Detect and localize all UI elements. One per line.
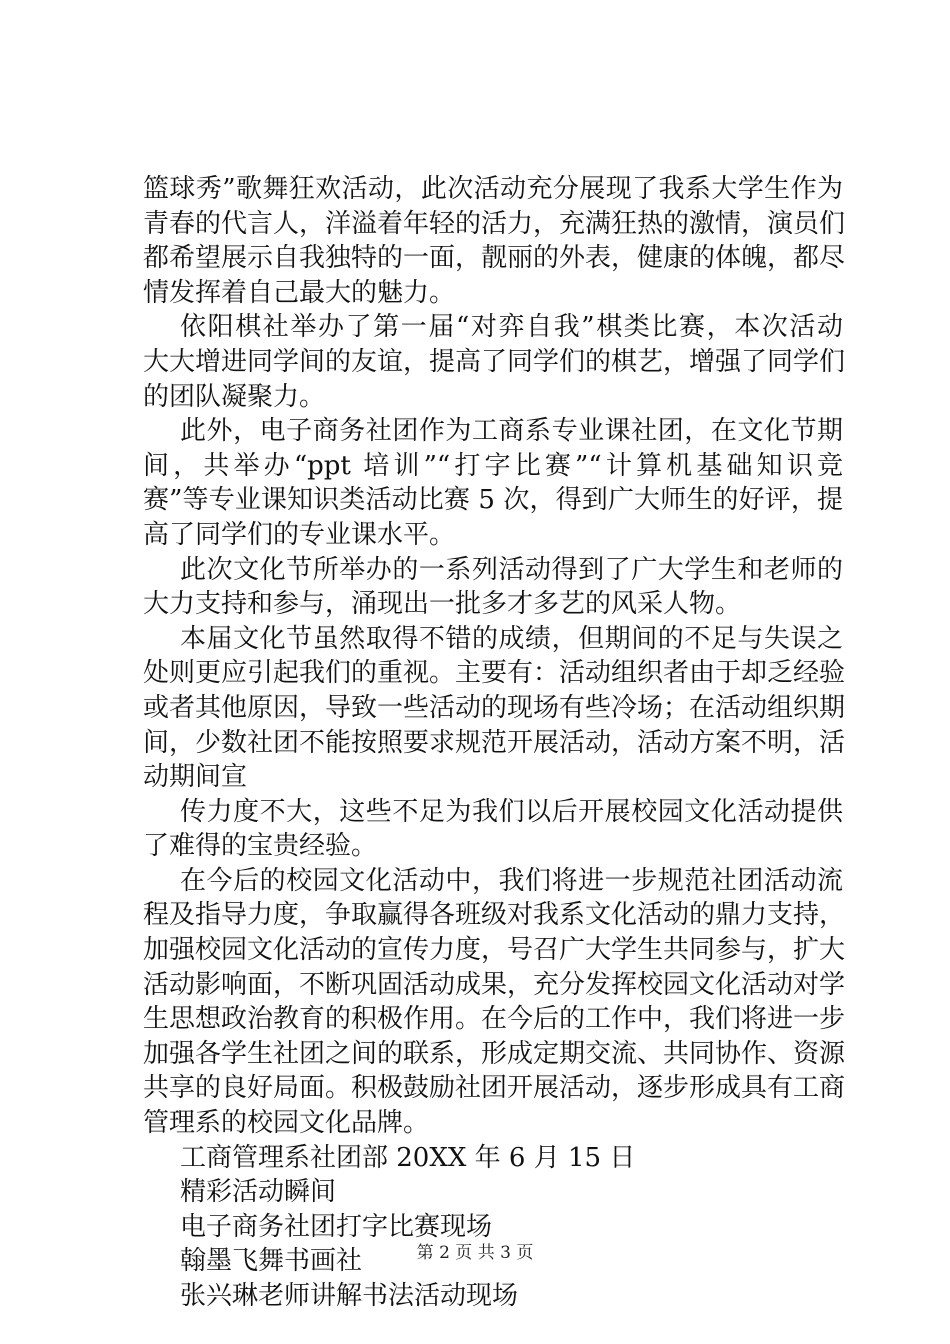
text-line: 了难得的宝贵经验。	[143, 831, 378, 862]
text-line: 在今后的校园文化活动中，我们将进一步规范社团活动流	[180, 865, 843, 896]
text-line: 间，少数社团不能按照要求规范开展活动，活动方案不明，活	[143, 727, 846, 758]
text-line: 的团队凝聚力。	[143, 381, 326, 412]
text-line: 大力支持和参与，涌现出一批多才多艺的风采人物。	[143, 589, 742, 620]
text-line: 青春的代言人，洋溢着年轻的活力，充满狂热的激情，演员们	[143, 208, 846, 239]
text-line: 程及指导力度，争取赢得各班级对我系文化活动的鼎力支持，	[143, 900, 846, 931]
text-line: 或者其他原因，导致一些活动的现场有些冷场；在活动组织期	[143, 692, 846, 723]
text-line: 此外，电子商务社团作为工商系专业课社团，在文化节期	[180, 416, 843, 447]
text-line: 情发挥着自己最大的魅力。	[143, 277, 456, 308]
text-line: 处则更应引起我们的重视。主要有：活动组织者由于却乏经验	[143, 658, 846, 689]
text-line: 电子商务社团打字比赛现场	[180, 1211, 493, 1242]
text-line: 精彩活动瞬间	[180, 1177, 337, 1208]
text-line: 间，共举办“ppt 培训”“打字比赛”“计算机基础知识竞	[143, 450, 843, 481]
text-line: 都希望展示自我独特的一面，靓丽的外表，健康的体魄，都尽	[143, 243, 846, 274]
text-line: 活动影响面，不断巩固活动成果，充分发挥校园文化活动对学	[143, 969, 846, 1000]
text-line: 管理系的校园文化品牌。	[143, 1108, 430, 1139]
text-line: 加强校园文化活动的宣传力度，号召广大学生共同参与，扩大	[143, 935, 846, 966]
text-line: 依阳棋社举办了第一届“对弈自我”棋类比赛，本次活动	[180, 312, 843, 343]
text-line: 大大增进同学间的友谊，提高了同学们的棋艺，增强了同学们	[143, 346, 846, 377]
text-line: 共享的良好局面。积极鼓励社团开展活动，逐步形成具有工商	[143, 1073, 846, 1104]
text-line: 动期间宣	[143, 762, 248, 793]
text-line: 本届文化节虽然取得不错的成绩，但期间的不足与失误之	[180, 623, 843, 654]
document-body	[143, 172, 846, 1314]
page-footer: 第 2 页 共 3 页	[416, 1243, 534, 1263]
text-line: 加强各学生社团之间的联系，形成定期交流、共同协作、资源	[143, 1038, 846, 1069]
text-line: 传力度不大，这些不足为我们以后开展校园文化活动提供	[180, 796, 843, 827]
text-line: 高了同学们的专业课水平。	[143, 519, 456, 550]
text-line: 篮球秀”歌舞狂欢活动，此次活动充分展现了我系大学生作为	[143, 174, 843, 204]
text-line: 此次文化节所举办的一系列活动得到了广大学生和老师的	[180, 554, 843, 585]
text-line: 翰墨飞舞书画社	[180, 1246, 363, 1277]
text-line: 赛”等专业课知识类活动比赛 5 次，得到广大师生的好评，提	[143, 485, 843, 516]
text-line: 张兴琳老师讲解书法活动现场	[180, 1281, 519, 1311]
text-line: 生思想政治教育的积极作用。在今后的工作中，我们将进一步	[143, 1004, 846, 1035]
text-line: 工商管理系社团部 20XX 年 6 月 15 日	[180, 1142, 636, 1173]
